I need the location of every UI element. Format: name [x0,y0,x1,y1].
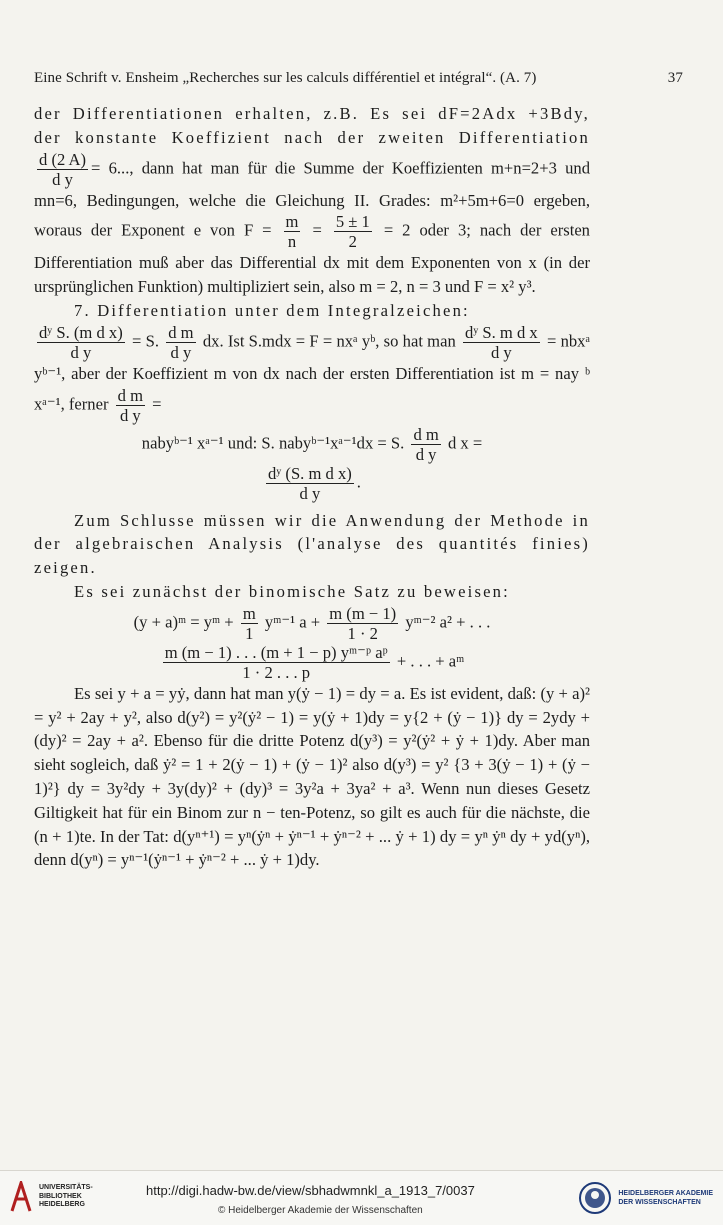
header-title: Eine Schrift v. Ensheim „Recherches sur les calculs différentiel et intégral“. (A. 7) [34,70,537,86]
academy-logo[interactable]: HEIDELBERGER AKADEMIE DER WISSENSCHAFTEN [578,1181,713,1215]
paragraph-5: Es sei y + a = yẏ, dann hat man y(ẏ − 1) = dy = a. Es ist evident, daß: (y + a)² = y² + 2ay + y², also d(y²) = y²(ẏ² − 1) = y(ẏ + 1)dy = y{2 + (ẏ − 1)} dy = 2ydy + (dy)² = 2ay + a². Ebenso für die dritte Potenz d(y³) = y²(ẏ² + ẏ + 1)dy. Aber man sieht sogleich, daß ẏ² = 1 + 2(ẏ − 1) + (ẏ − 1)² also d(y³) = y² {3 + 3(ẏ − 1) + (ẏ − 1)²} dy = 3y²dy + 3y(dy)² + (dy)³ = 3y²a + 3ya² + a³. Wenn nun dieses Gesetz Giltigkeit hat für ein Binom zur n − ten-Potenz, so gilt es auch für die nächste, die (n + 1)te. In der Tat: d(yⁿ⁺¹) = yⁿ(ẏⁿ + ẏⁿ⁻¹ + ẏⁿ⁻² + ... ẏ + 1) dy = yⁿ ẏⁿ dy + yd(yⁿ), denn d(yⁿ) = yⁿ⁻¹(ẏⁿ⁻¹ + ẏⁿ⁻² + ... ẏ + 1)dy. [34,683,590,870]
equation-line: nabyᵇ⁻¹ xᵃ⁻¹ und: S. nabyᵇ⁻¹xᵃ⁻¹dx = S. $\frac{\text{d m}}{\text{d y}}$ d x = [141,424,483,464]
running-header [34,70,683,87]
fraction: $\frac{\text{m (m − 1) . . . (m + 1 − p) yᵐ⁻ᵖ aᵖ}}{1 \cdot 2 . . . p}$ [164,642,388,682]
paragraph-1: der Differentiationen erhalten, z.B. Es sei dF=2Adx +3Bdy, der konstante Koeffizient nach der zweiten Differentiation $\frac{d (2 A)}{\text{d y}}$ = 6..., dann hat man für die Summe der Koeffizienten m+n=2+3 und mn=6, Bedingungen, welche die Gleichung II. Grades: m²+5m+6=0 ergeben, woraus der Exponent e von F = $\frac{m}{n}$ = $\frac{5 \pm 1}{2}$ = 2 oder 3; nach der ersten Differentiation muß aber das Differential dx mit dem Exponenten von x (in der ursprünglichen Funktion) multipliziert sein, also m = 2, n = 3 und F = x² y³. [34,104,590,297]
section-heading-7: 7. Differentiation unter dem Integralzeichen: [74,300,470,320]
paragraph-4: Es sei zunächst der binomische Satz zu beweisen: [74,581,510,601]
fraction: $\frac{\text{dʸ S. (m d x)}}{\text{d y}}$ [39,322,123,362]
fraction: $\frac{m (m - 1)}{1 \cdot 2}$ [329,603,397,643]
fraction: $\frac{\text{d m}}{\text{d y}}$ [117,385,143,425]
copyright-text: © Heidelberger Akademie der Wissenschaften [218,1205,423,1216]
fraction: $\frac{m}{n}$ [285,212,299,252]
paragraph-2: $\frac{\text{dʸ S. (m d x)}}{\text{d y}}$ = S. $\frac{\text{d m}}{\text{d y}}$ dx. Ist S.mdx = F = nxᵃ yᵇ, so hat man $\frac{\text{dʸ S. m d x}}{\text{d y}}$ = nbxᵃ yᵇ⁻¹, aber der Koeffizient m von dx nach der ersten Differentiation ist m = nay ᵇ xᵃ⁻¹, ferner $\frac{\text{d m}}{\text{d y}}$ = [34,322,590,425]
university-library-logo[interactable]: UNIVERSITÄTS- BIBLIOTHEK HEIDELBERG [8,1181,93,1213]
page-number: 37 [667,70,683,86]
library-emblem-icon [8,1181,34,1213]
fraction: $\frac{\text{d m}}{\text{d y}}$ [413,424,439,464]
fraction: $\frac{m}{1}$ [242,603,256,643]
paragraph-3: Zum Schlusse müssen wir die Anwendung der Methode in der algebraischen Analysis (l'analyse des quantités finies) zeigen. [34,510,590,578]
binomial-equation-2: $\frac{\text{m (m − 1) . . . (m + 1 − p) yᵐ⁻ᵖ aᵖ}}{1 \cdot 2 . . . p}$ + . . . + aᵐ [164,642,465,682]
fraction: $\frac{\text{dʸ (S. m d x)}}{\text{d y}}$ [268,463,352,503]
academy-seal-icon [578,1181,612,1215]
fraction: $\frac{d (2 A)}{\text{d y}}$ [39,149,87,189]
fraction: $\frac{\text{d m}}{\text{d y}}$ [168,322,194,362]
fraction: $\frac{5 \pm 1}{2}$ [335,212,370,252]
fraction: $\frac{\text{dʸ S. m d x}}{\text{d y}}$ [465,322,538,362]
source-url-link[interactable]: http://digi.hadw-bw.de/view/sbhadwmnkl_a_1913_7/0037 [146,1183,475,1198]
main-text [34,102,590,872]
binomial-equation-1: (y + a)ᵐ = yᵐ + $\frac{m}{1}$ yᵐ⁻¹ a + $\frac{m (m - 1)}{1 \cdot 2}$ yᵐ⁻² a² + . . . [133,603,491,643]
footer-bar [0,1170,723,1225]
equation-line: $\frac{\text{dʸ (S. m d x)}}{\text{d y}}$ . [268,463,361,503]
